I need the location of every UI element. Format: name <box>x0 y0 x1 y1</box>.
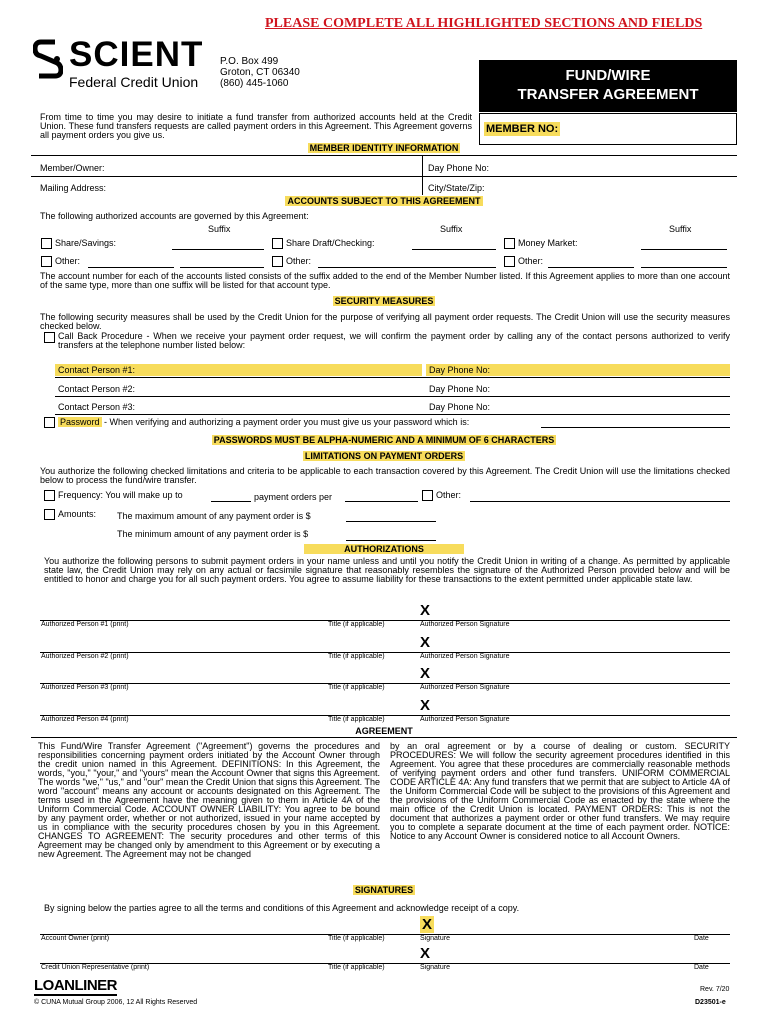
signature-label: Signature <box>420 964 450 971</box>
header-label: MEMBER IDENTITY INFORMATION <box>309 143 459 153</box>
other-account-option[interactable] <box>41 256 80 267</box>
auth-signature-label: Authorized Person Signature <box>420 653 510 660</box>
accounts-header <box>31 196 737 207</box>
other-label: Other: <box>286 256 312 266</box>
signature-x-icon: X <box>420 602 431 619</box>
x-mark: X <box>422 916 433 933</box>
checkbox[interactable] <box>44 417 55 428</box>
contact-person-1-label <box>55 364 422 376</box>
checkbox[interactable] <box>41 256 52 267</box>
signature-x-icon <box>420 916 434 933</box>
callback-text: Call Back Procedure - When we receive your payment order request, we will confirm the payment order by calling any of the contact persons authorized to verify transfers at the telephone number listed below: <box>58 331 730 350</box>
authorized-person-4-label: Authorized Person #4 (print) <box>41 716 129 723</box>
password-rule <box>31 435 737 446</box>
password-label: Password <box>60 417 100 427</box>
checkbox[interactable] <box>504 238 515 249</box>
signatures-header <box>31 885 737 896</box>
logo <box>33 37 223 92</box>
title-line: TRANSFER AGREEMENT <box>517 86 699 103</box>
auth-signature-label: Authorized Person Signature <box>420 716 510 723</box>
max-amount-label: The maximum amount of any payment order is $ <box>117 511 311 521</box>
form-code: D23501-e <box>695 999 726 1006</box>
address-block <box>220 56 300 89</box>
suffix-label: Suffix <box>208 224 231 234</box>
share-draft-label: Share Draft/Checking: <box>286 238 375 248</box>
address-line: P.O. Box 499 <box>220 56 279 67</box>
city-state-zip-label: City/State/Zip: <box>428 183 485 193</box>
authorized-person-2-label: Authorized Person #2 (print) <box>41 653 129 660</box>
member-no-label: MEMBER NO: <box>486 123 559 135</box>
authorized-person-3-label: Authorized Person #3 (print) <box>41 684 129 691</box>
auth-signature-label: Authorized Person Signature <box>420 621 510 628</box>
checkbox[interactable] <box>41 238 52 249</box>
suffix-label: Suffix <box>440 224 463 234</box>
checkbox[interactable] <box>44 332 55 343</box>
checkbox[interactable] <box>44 509 55 520</box>
revision-text: Rev. 7/20 <box>700 986 730 993</box>
per-label: payment orders per <box>254 492 333 502</box>
member-no-field[interactable] <box>479 113 737 145</box>
checkbox[interactable] <box>422 490 433 501</box>
header-label: AGREEMENT <box>355 726 413 736</box>
limitations-intro: You authorize the following checked limitations and criteria to be applicable to each transaction covered by this Agreement. The Credit Union will use the limitations checked below to process the fund/wire transfer. <box>40 466 730 485</box>
copyright-text <box>34 999 197 1007</box>
footer-logo: LOANLINER <box>34 977 117 994</box>
date-label: Date <box>694 935 709 942</box>
accounts-note: The account number for each of the accounts listed consists of the suffix added to the end of the Member Number listed. If this Agreement applies to more than one account of the same type, more than one suffix will be listed for that account type. <box>40 271 730 290</box>
other-label: Other: <box>436 490 462 500</box>
title-box <box>479 60 737 112</box>
mailing-address-label: Mailing Address: <box>40 183 107 193</box>
title-line: FUND/WIRE <box>565 67 651 84</box>
title-label: Title (if applicable) <box>328 935 385 942</box>
copyright-label: CUNA Mutual Group 2006, 12 All Rights Reserved <box>41 999 198 1006</box>
contact-phone-2-label: Day Phone No: <box>429 384 491 394</box>
signatures-intro: By signing below the parties agree to all the terms and conditions of this Agreement and acknowledge receipt of a copy. <box>44 903 520 913</box>
agreement-left-column: This Fund/Wire Transfer Agreement ("Agreement") governs the procedures and responsibilities concerning payment orders initiated by the Account Owner through the credit union named in this Agreement. DEFINITIONS: In this Agreement, the words, "you," "your," and "yours" mean the Account Owner that signs this Agreement. The words "we," "us," and "our" mean the Credit Union that signs this Agreement. The word "account" means any account or accounts designated on this Agreement. The terms used in the Agreement have the meaning given to them in Article 4A of the Uniform Commercial Code. ACCOUNT OWNER LIABILITY: You agree to be bound by any payment order, whether or not authorized, issued in your name accepted by us in compliance with the security procedures chosen by you in this Agreement. CHANGES TO AGREEMENT: The security procedures and other terms of this Agreement may be changed only by amendment to this Agreement or by executing a new Agreement. The Agreement may not be changed <box>38 741 380 859</box>
checkbox[interactable] <box>44 490 55 501</box>
member-owner-label: Member/Owner: <box>40 163 105 173</box>
title-label: Title (if applicable) <box>328 621 385 628</box>
other-account-option[interactable] <box>272 256 311 267</box>
phone-label: Day Phone No: <box>429 365 491 375</box>
suffix-label: Suffix <box>669 224 692 234</box>
contact-person-2-label: Contact Person #2: <box>58 384 136 394</box>
amounts-option[interactable] <box>44 509 96 520</box>
accounts-intro: The following authorized accounts are governed by this Agreement: <box>40 211 309 221</box>
logo-subtitle: Federal Credit Union <box>69 74 199 90</box>
auth-signature-label: Authorized Person Signature <box>420 684 510 691</box>
money-market-label: Money Market: <box>518 238 578 248</box>
security-intro: The following security measures shall be used by the Credit Union for the purpose of verifying all payment order requests. The Credit Union will use the security measures checked below. <box>40 312 730 331</box>
account-owner-label: Account Owner (print) <box>41 935 110 942</box>
logo-s-icon <box>33 39 63 79</box>
other-account-option[interactable] <box>504 256 543 267</box>
title-label: Title (if applicable) <box>328 653 385 660</box>
day-phone-label: Day Phone No: <box>428 163 490 173</box>
header-label: LIMITATIONS ON PAYMENT ORDERS <box>304 451 464 461</box>
amounts-label: Amounts: <box>58 509 97 519</box>
date-label: Date <box>694 964 709 971</box>
logo-name: SCIENT <box>69 35 204 74</box>
money-market-option[interactable] <box>504 238 578 249</box>
authorizations-header <box>31 544 737 555</box>
share-savings-option[interactable] <box>41 238 116 249</box>
address-line: Groton, CT 06340 <box>220 67 300 78</box>
signature-label: Signature <box>420 935 450 942</box>
contact-phone-3-label: Day Phone No: <box>429 402 491 412</box>
checkbox[interactable] <box>272 238 283 249</box>
share-draft-option[interactable] <box>272 238 375 249</box>
authorizations-intro: You authorize the following persons to submit payment orders in your name unless and until you notify the Credit Union in writing of a change. As permitted by applicable state law, the Credit Union may rely on any actual or facsimile signature that reasonably resembles the signature of the Authorized Person provided below and will be entitled to honor and charge you for all such payment orders. You agree to assume liability for these transactions to the extent permitted under applicable state law. <box>44 556 730 584</box>
header-label: SIGNATURES <box>354 885 414 895</box>
title-label: Title (if applicable) <box>328 716 385 723</box>
password-text: - When verifying and authorizing a payment order you must give us your password which is: <box>101 417 470 427</box>
min-amount-label: The minimum amount of any payment order is $ <box>117 529 309 539</box>
contact-person-3-label: Contact Person #3: <box>58 402 136 412</box>
signature-x-icon: X <box>420 697 431 714</box>
frequency-option[interactable] <box>44 490 183 501</box>
authorized-person-1-label: Authorized Person #1 (print) <box>41 621 129 628</box>
agreement-header <box>31 726 737 738</box>
share-savings-label: Share/Savings: <box>55 238 117 248</box>
member-identity-header <box>31 143 737 154</box>
header-label: SECURITY MEASURES <box>334 296 434 306</box>
signature-x-icon: X <box>420 665 431 682</box>
frequency-label: Frequency: You will make up to <box>58 490 183 500</box>
header-label: AUTHORIZATIONS <box>304 544 464 554</box>
title-label: Title (if applicable) <box>328 684 385 691</box>
signature-x-icon: X <box>420 945 431 962</box>
callback-option[interactable] <box>44 332 730 350</box>
checkbox[interactable] <box>272 256 283 267</box>
signature-x-icon: X <box>420 634 431 651</box>
security-header <box>31 296 737 307</box>
checkbox[interactable] <box>504 256 515 267</box>
header-label: ACCOUNTS SUBJECT TO THIS AGREEMENT <box>287 196 481 206</box>
cu-rep-label: Credit Union Representative (print) <box>41 964 150 971</box>
other-label: Other: <box>55 256 81 266</box>
title-label: Title (if applicable) <box>328 964 385 971</box>
address-line: (860) 445-1060 <box>220 78 289 89</box>
contact-phone-1-label <box>426 364 730 376</box>
intro-text: From time to time you may desire to initiate a fund transfer from authorized accounts held at the Credit Union. These fund transfers requests are called payment orders in this Agreement. This Agreement governs all payment orders you give us. <box>40 112 472 140</box>
limitations-header <box>31 451 737 462</box>
other-label: Other: <box>518 256 544 266</box>
contact-label: Contact Person #1: <box>58 365 136 375</box>
copyright-icon: © <box>34 999 40 1006</box>
other-limit-option[interactable] <box>422 490 461 501</box>
agreement-right-column: by an oral agreement or by a course of dealing or custom. SECURITY PROCEDURES: We will follow the security agreement procedures identified in this Agreement. You agree that these procedures are commercially reasonable methods of verifying payment orders and other fund transfers. UNIFORM COMMERCIAL CODE ARTICLE 4A: Any fund transfers that we permit that are subject to Article 4A of the Uniform Commercial Code will be subject to the provisions of this Agreement and the provisions of the Uniform Commercial Code as enacted by the state where the main office of the Credit Union is located. PAYMENT ORDERS: This is not the document that authorizes a payment order or other fund transfers. We may require you to complete a separate document at the time of each payment order. NOTICE: Notice to any Account Owner is considered notice to all Account Owners. <box>390 741 730 841</box>
top-notice: PLEASE COMPLETE ALL HIGHLIGHTED SECTIONS AND FIELDS <box>265 16 703 31</box>
rule-label: PASSWORDS MUST BE ALPHA-NUMERIC AND A MINIMUM OF 6 CHARACTERS <box>213 435 555 445</box>
password-option[interactable] <box>44 417 469 428</box>
